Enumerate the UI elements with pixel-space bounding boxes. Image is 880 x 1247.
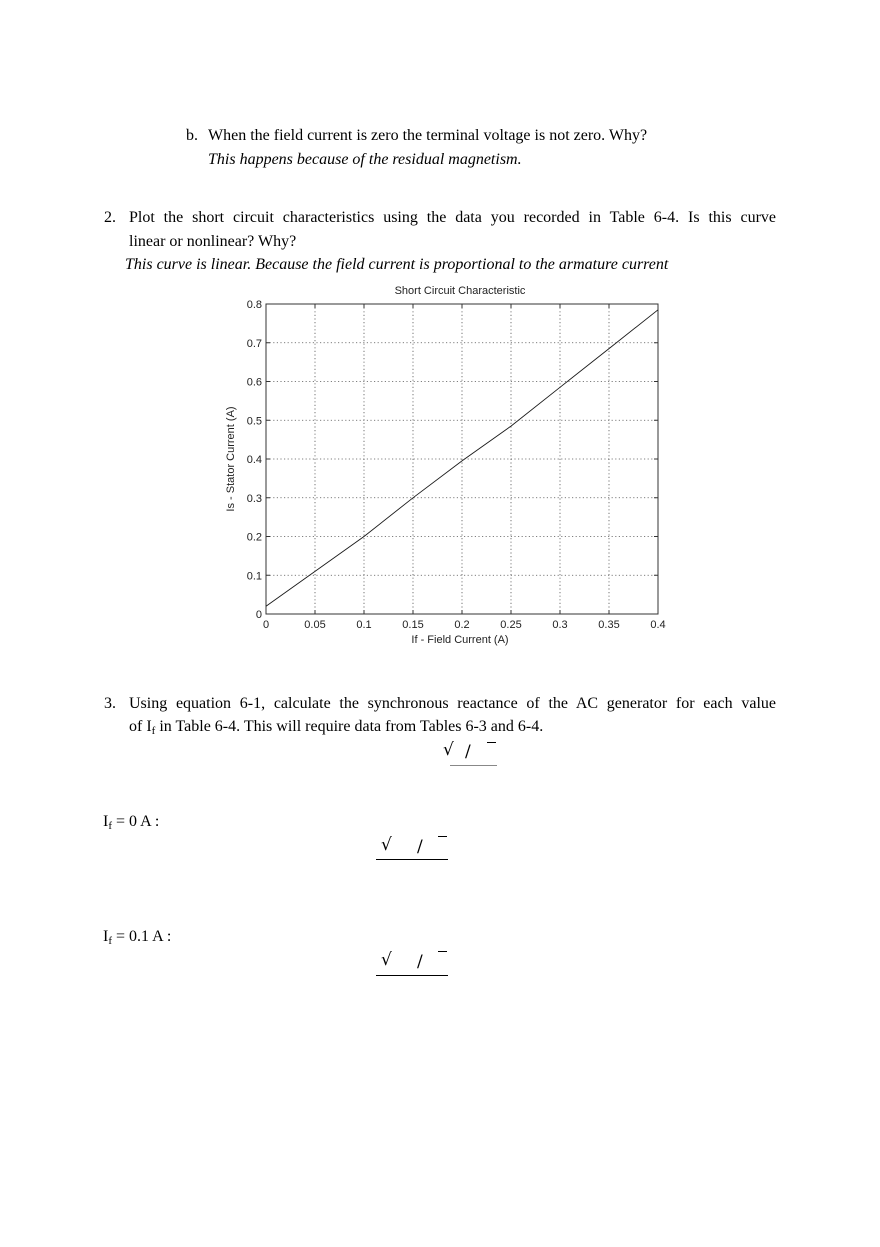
sqrt-symbol: √ [443, 740, 454, 760]
y-tick-label: 0.7 [246, 337, 262, 350]
overbar [438, 951, 447, 952]
y-tick-label: 0.4 [246, 454, 262, 466]
part-b-marker: b. [186, 127, 198, 144]
case-label-1 [103, 928, 171, 947]
case-0-main: I [103, 813, 109, 830]
slash-symbol: / [417, 952, 423, 972]
case-0-rest: = 0 A : [112, 813, 160, 830]
q2-line2: linear or nonlinear? Why? [129, 233, 297, 250]
y-tick-label: 0.3 [246, 492, 262, 505]
x-tick-label: 0.25 [500, 619, 522, 631]
case-label-0 [103, 813, 159, 832]
x-tick-label: 0.4 [650, 619, 666, 631]
x-tick-label: 0.2 [454, 619, 470, 631]
part-b-question: When the field current is zero the terminal voltage is not zero. Why? [208, 127, 648, 144]
x-tick-label: 0.05 [304, 619, 326, 631]
y-tick-label: 0.5 [246, 415, 262, 428]
fraction-rule [376, 975, 448, 976]
q2-line1: Plot the short circuit characteristics using the data you recorded in Table 6-4. Is this curve [129, 209, 776, 226]
overbar [438, 836, 447, 837]
y-tick-label: 0.2 [246, 531, 262, 544]
sqrt-symbol: √ [381, 835, 392, 855]
overbar [487, 742, 496, 743]
x-tick-label: 0.15 [402, 619, 424, 631]
q3-line1: Using equation 6-1, calculate the synchronous reactance of the AC generator for each value [129, 695, 776, 712]
y-tick-label: 0.1 [246, 570, 262, 583]
y-tick-label: 0.8 [246, 299, 262, 311]
part-b-answer: This happens because of the residual magnetism. [208, 151, 522, 168]
fraction-rule [450, 765, 497, 766]
slash-symbol: / [417, 837, 423, 857]
q2-answer: This curve is linear. Because the field current is proportional to the armature current [125, 256, 669, 273]
q2-number: 2. [104, 209, 116, 226]
sqrt-symbol: √ [381, 950, 392, 970]
x-tick-label: 0.1 [356, 619, 372, 631]
x-tick-label: 0.35 [598, 619, 620, 631]
q3-line2-sub: f [151, 725, 156, 737]
y-tick-label: 0.6 [246, 376, 262, 389]
x-tick-label: 0 [262, 619, 270, 631]
x-axis-label: If - Field Current (A) [411, 634, 509, 646]
q3-line2-post: in Table 6-4. This will require data from Tables 6-3 and 6-4. [155, 718, 544, 735]
q3-line2-pre: of I [129, 718, 152, 735]
case-1-rest: = 0.1 A : [112, 928, 172, 945]
case-1-sub: f [108, 935, 112, 947]
short-circuit-chart [215, 278, 685, 658]
slash-symbol: / [465, 742, 471, 762]
q3-number: 3. [104, 695, 116, 712]
q3-line2 [129, 718, 543, 737]
chart-title: Short Circuit Characteristic [394, 285, 526, 297]
x-tick-label: 0.3 [552, 619, 568, 631]
case-0-sub: f [108, 820, 112, 832]
y-tick-label: 0 [255, 609, 262, 621]
y-axis-label: Is - Stator Current (A) [225, 406, 237, 512]
fraction-rule [376, 859, 448, 860]
case-1-main: I [103, 928, 109, 945]
